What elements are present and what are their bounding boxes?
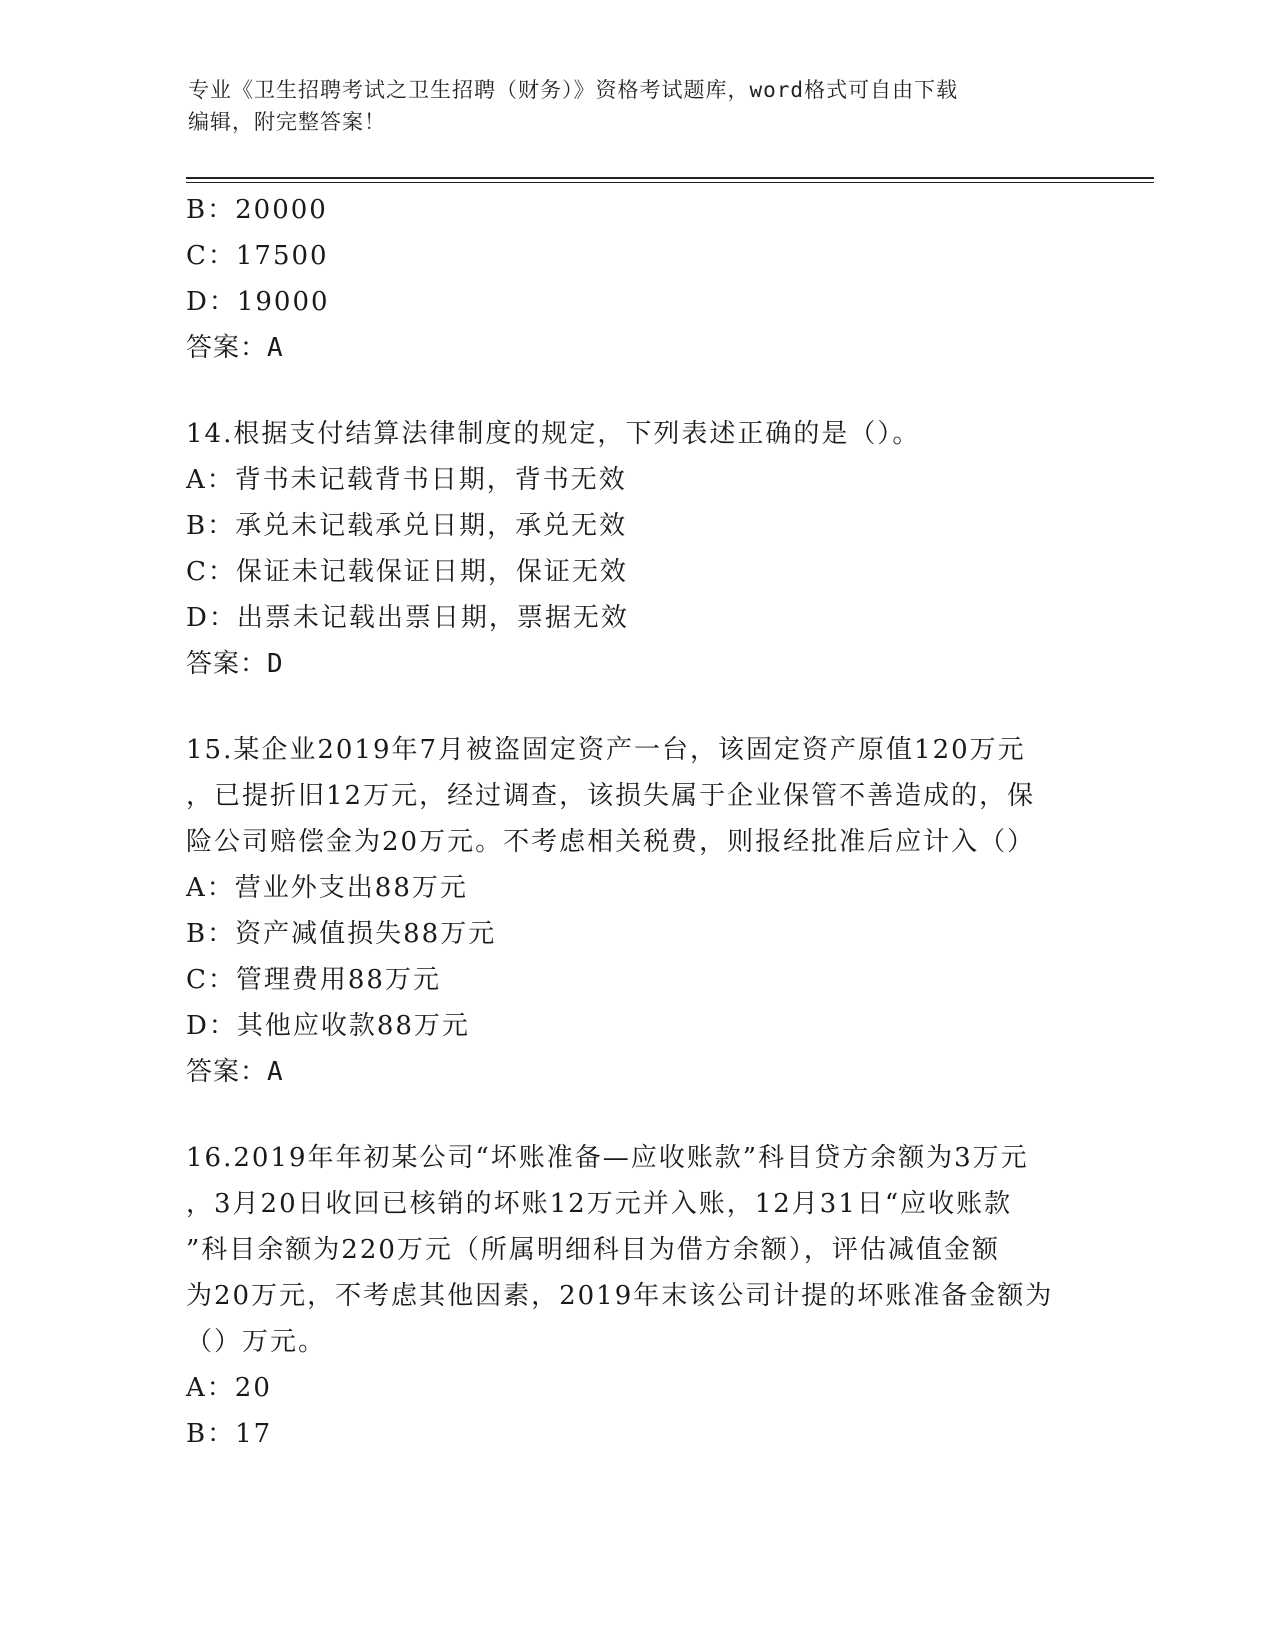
option-b: B：17 <box>186 1419 273 1449</box>
question-stem-line-3: ”科目余额为220万元（所属明细科目为借方余额），评估减值金额 <box>186 1235 1000 1265</box>
page-header <box>188 74 1068 138</box>
option-b: B：20000 <box>186 195 328 225</box>
answer-line: 答案：D <box>186 649 284 679</box>
question-stem-line-1: 16.2019年年初某公司“坏账准备—应收账款”科目贷方余额为3万元 <box>186 1143 1029 1173</box>
spacer <box>186 687 1086 727</box>
question-stem-line-3: 险公司赔偿金为20万元。不考虑相关税费，则报经批准后应计入（） <box>186 827 1036 857</box>
answer-line: 答案：A <box>186 333 284 363</box>
question-stem-line-2: ，3月20日收回已核销的坏账12万元并入账，12月31日“应收账款 <box>186 1189 1013 1219</box>
spacer <box>186 1095 1086 1135</box>
question-15 <box>186 727 1086 1095</box>
option-a: A：20 <box>186 1373 272 1403</box>
option-a: A：营业外支出88万元 <box>186 873 468 903</box>
question-stem-line-2: ，已提折旧12万元，经过调查，该损失属于企业保管不善造成的，保 <box>186 781 1036 811</box>
question-stem: 14.根据支付结算法律制度的规定，下列表述正确的是（）。 <box>186 419 921 449</box>
option-c: C：17500 <box>186 241 329 271</box>
question-16 <box>186 1135 1086 1457</box>
question-list <box>186 187 1086 1457</box>
header-line-1: 专业《卫生招聘考试之卫生招聘（财务）》资格考试题库，word格式可自由下载 <box>188 78 959 102</box>
option-c: C：保证未记载保证日期，保证无效 <box>186 557 628 587</box>
header-divider <box>186 177 1154 179</box>
header-line-2: 编辑，附完整答案！ <box>188 110 386 134</box>
option-a: A：背书未记载背书日期，背书无效 <box>186 465 627 495</box>
option-b: B：资产减值损失88万元 <box>186 919 497 949</box>
header-divider-thin <box>186 182 1154 183</box>
question-14 <box>186 411 1086 687</box>
option-d: D：19000 <box>186 287 330 317</box>
question-stem-line-4: 为20万元，不考虑其他因素，2019年末该公司计提的坏账准备金额为 <box>186 1281 1054 1311</box>
option-d: D：出票未记载出票日期，票据无效 <box>186 603 629 633</box>
question-stem-line-1: 15.某企业2019年7月被盗固定资产一台，该固定资产原值120万元 <box>186 735 1026 765</box>
option-b: B：承兑未记载承兑日期，承兑无效 <box>186 511 628 541</box>
option-d: D：其他应收款88万元 <box>186 1011 470 1041</box>
answer-line: 答案：A <box>186 1057 284 1087</box>
question-13-tail <box>186 187 1086 371</box>
question-stem-line-5: （）万元。 <box>186 1327 327 1357</box>
option-c: C：管理费用88万元 <box>186 965 441 995</box>
spacer <box>186 371 1086 411</box>
